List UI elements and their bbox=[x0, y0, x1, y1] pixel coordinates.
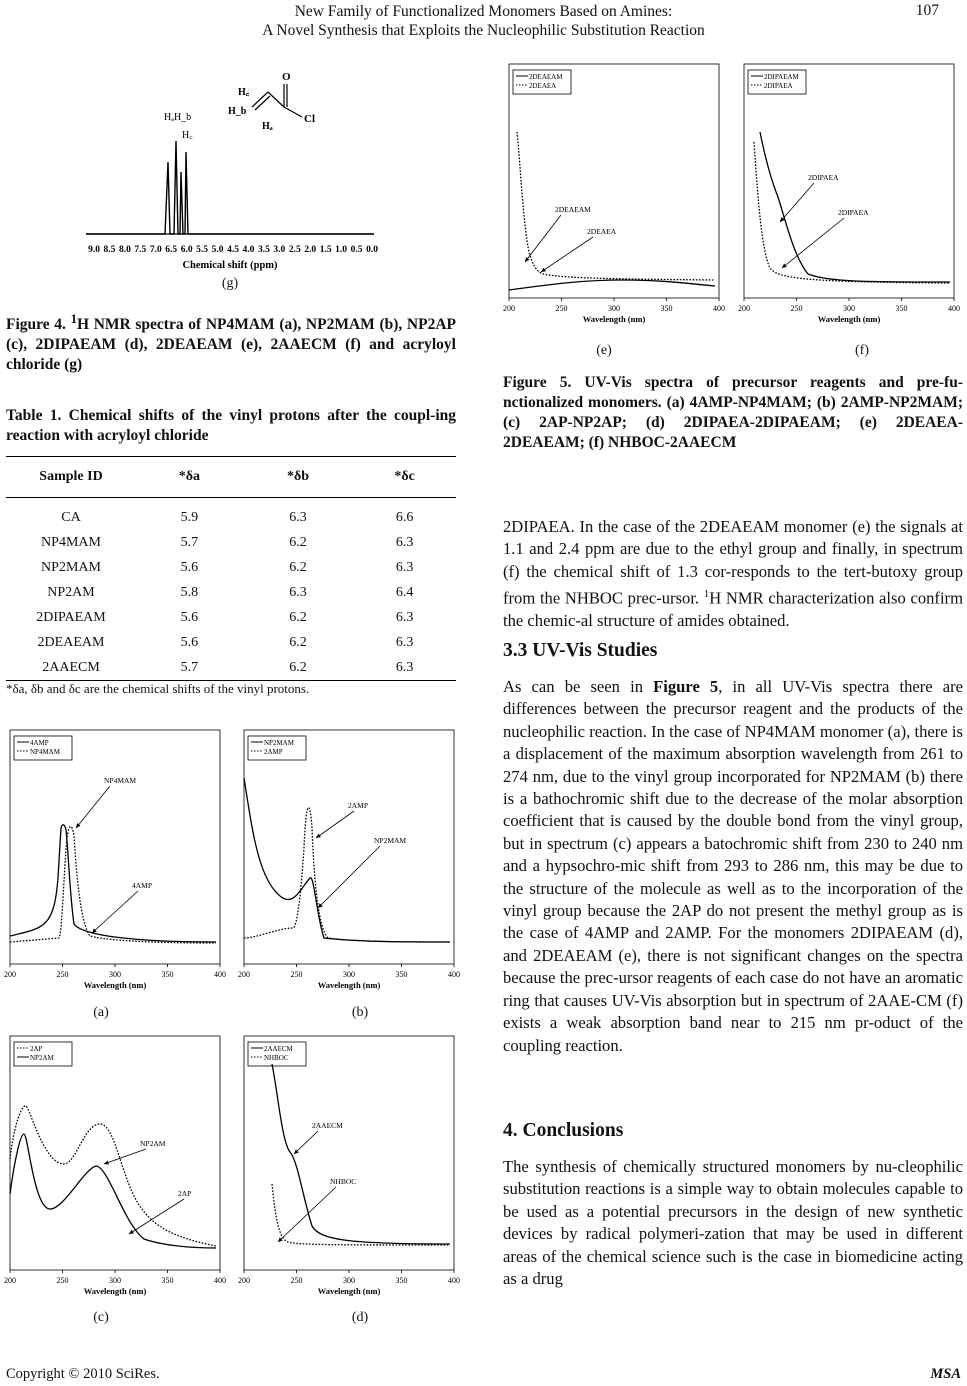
para2-text-b: , in all UV-Vis spectra there are differences between the precursor reagent and the products of the nucleophilic reaction. In the case of NP4MAM monomer (a), there is a displacement of the maximum absorption wavelength from 261 to 274 nm, due to the vinyl group incorporated for NP2MAM (b) there is a bathochromic shift due to the decrease of the molar absorption coefficient that is caused by the double bond from the vinyl group, but in spectrum (c) appears a batochromic shift from 230 to 240 nm and a hypsochro-mic shift from 293 to 286 nm, this may be due to the structure of the molecule as well as to the incorporation of the vinyl group because the 2AP do not present the methyl group as is the case of 4AMP and 2AMP. For the monomers 2DIPAEAM (d), and 2DEAEAM (e), there is not significant changes on the spectra because the prec-ursor reagents of each case do not have an aromatic ring that causes UV-Vis absorption but in spectrum of 2AAE-CM (f) exists a weak absorption band near to 215 nm pr-oduct of the coupling reaction. bbox=[503, 677, 963, 1055]
uv-legend bbox=[513, 70, 571, 94]
table1-footnote: *δa, δb and δc are the chemical shifts of the vinyl protons. bbox=[6, 681, 310, 696]
uv-plot-frame bbox=[244, 730, 454, 964]
table-cell: 6.3 bbox=[289, 584, 307, 600]
uv-legend-label: NP2MAM bbox=[264, 739, 294, 747]
table1-header-da: *δa bbox=[178, 469, 200, 484]
footer-copyright: Copyright © 2010 SciRes. bbox=[6, 1366, 160, 1382]
uv-tick-label: 400 bbox=[448, 1276, 460, 1285]
nmr-tick-label: 2.5 bbox=[288, 245, 301, 255]
nmr-sublabel: (g) bbox=[221, 276, 239, 291]
uv-panel-c bbox=[4, 1034, 228, 1306]
uv-tick-label: 250 bbox=[56, 1276, 69, 1285]
table-cell: 5.6 bbox=[180, 609, 199, 625]
uv-plot-frame bbox=[10, 1036, 220, 1270]
nmr-tick-label: 7.5 bbox=[134, 245, 147, 255]
nmr-tick-label: 6.5 bbox=[165, 245, 178, 255]
uv-xlabel: Wavelength (nm) bbox=[317, 980, 381, 990]
uv-xlabel: Wavelength (nm) bbox=[83, 980, 147, 990]
table-cell: 5.6 bbox=[180, 559, 199, 575]
nmr-tick-label: 1.5 bbox=[319, 245, 332, 255]
uv-sublabel-c: (c) bbox=[93, 1310, 109, 1325]
uv-annotation-arrow bbox=[525, 215, 561, 262]
uv-annotation-arrow bbox=[104, 1149, 146, 1164]
uv-legend-label: NP4MAM bbox=[30, 748, 60, 756]
para1-text-a: 2DIPAEA. In the case of the 2DEAEAM monomer (e) the signals at 1.1 and 2.4 ppm are due to the ethyl group and finally, in spectrum (f) the chemical shift of 1.3 cor-responds to the tert-butoxy group from the NHBOC prec-ursor. bbox=[503, 517, 963, 608]
uv-tick-label: 250 bbox=[290, 970, 303, 979]
uv-xlabel: Wavelength (nm) bbox=[317, 1286, 381, 1296]
uv-annotation-label: 4AMP bbox=[132, 881, 153, 890]
mol-atom-cl: Cl bbox=[304, 113, 315, 125]
nmr-tick-label: 4.0 bbox=[242, 245, 255, 255]
nmr-tick-label: 8.5 bbox=[103, 245, 116, 255]
table-cell: 6.3 bbox=[395, 559, 414, 575]
nmr-peak-label-c: H꜀ bbox=[182, 130, 193, 141]
uv-sublabel-e: (e) bbox=[596, 343, 612, 358]
uv-panel-d bbox=[238, 1034, 462, 1306]
uv-curve-dotted bbox=[244, 808, 450, 942]
uv-curve-solid bbox=[10, 825, 216, 942]
uv-annotation-label: NHBOC bbox=[330, 1177, 357, 1186]
table-row bbox=[6, 530, 456, 555]
uv-tick-label: 400 bbox=[948, 304, 960, 313]
uv-annotation-arrowhead bbox=[129, 1230, 134, 1234]
paragraph-uv-vis bbox=[503, 676, 963, 1057]
uv-legend-label: NP2AM bbox=[30, 1054, 54, 1062]
table-cell: NP4MAM bbox=[41, 534, 101, 550]
table-row bbox=[6, 630, 456, 655]
uv-plot-frame bbox=[509, 64, 719, 298]
uv-annotation-arrow bbox=[278, 1187, 336, 1242]
table-row bbox=[6, 605, 456, 630]
uv-annotation-label: NP4MAM bbox=[104, 776, 137, 785]
uv-tick-label: 300 bbox=[343, 970, 355, 979]
uv-tick-label: 200 bbox=[4, 970, 16, 979]
figure4-caption-sup: 1 bbox=[70, 311, 78, 326]
table-cell: 6.2 bbox=[289, 609, 307, 625]
table-cell: 6.2 bbox=[289, 559, 307, 575]
table-cell: 6.3 bbox=[395, 634, 414, 650]
uv-tick-label: 200 bbox=[4, 1276, 16, 1285]
table1-header-db: *δb bbox=[286, 469, 310, 484]
uv-tick-label: 350 bbox=[395, 1276, 408, 1285]
table1-header-row bbox=[6, 457, 456, 498]
uv-annotation-label: NP2AM bbox=[140, 1139, 166, 1148]
uv-annotation-label: 2AAECM bbox=[312, 1121, 343, 1130]
running-header bbox=[0, 2, 967, 40]
nmr-tick-label: 3.5 bbox=[257, 245, 270, 255]
table1-wrapper bbox=[6, 456, 456, 681]
table1-header-sample: Sample ID bbox=[39, 469, 103, 484]
uv-tick-label: 250 bbox=[555, 304, 568, 313]
table-cell: 6.3 bbox=[395, 609, 414, 625]
table-cell: NP2AM bbox=[47, 584, 95, 600]
uv-legend-label: 2DEAEAM bbox=[529, 73, 563, 81]
nmr-tick-label: 0.0 bbox=[366, 245, 378, 255]
mol-hb: H_b bbox=[228, 106, 247, 117]
nmr-tick-label: 9.0 bbox=[88, 245, 100, 255]
uv-annotation-arrow bbox=[318, 846, 380, 908]
uv-legend-label: 2DEAEA bbox=[529, 82, 557, 90]
para2-figure-ref: Figure 5 bbox=[653, 677, 719, 696]
nmr-tick-label: 2.0 bbox=[304, 245, 317, 255]
table-cell: 6.2 bbox=[289, 659, 307, 675]
table-cell: 6.3 bbox=[395, 534, 414, 550]
uv-tick-label: 400 bbox=[214, 1276, 226, 1285]
header-line-2: A Novel Synthesis that Exploits the Nucleophilic Substitution Reaction bbox=[262, 22, 705, 39]
table-cell: 6.3 bbox=[395, 659, 414, 675]
header-line-1: New Family of Functionalized Monomers Based on Amines: bbox=[294, 3, 673, 20]
uv-plot-frame bbox=[744, 64, 954, 298]
nmr-peaks bbox=[86, 141, 374, 234]
nmr-tick-label: 6.0 bbox=[180, 245, 193, 255]
uv-curve-solid bbox=[272, 1064, 450, 1244]
table-cell: 6.2 bbox=[289, 634, 307, 650]
table-cell: 5.8 bbox=[180, 584, 199, 600]
uv-tick-label: 400 bbox=[713, 304, 725, 313]
uv-curve-solid bbox=[509, 280, 715, 290]
nmr-figure bbox=[80, 62, 380, 272]
uv-annotation-arrow bbox=[541, 237, 593, 272]
uv-legend bbox=[248, 1042, 306, 1066]
uv-tick-label: 300 bbox=[843, 304, 855, 313]
uv-legend bbox=[748, 70, 806, 94]
uv-xlabel: Wavelength (nm) bbox=[83, 1286, 147, 1296]
table-row bbox=[6, 555, 456, 580]
uv-annotation-arrow bbox=[294, 1131, 318, 1154]
nmr-tick-label: 5.5 bbox=[196, 245, 209, 255]
uv-panel-b bbox=[238, 728, 462, 1000]
table-row bbox=[6, 498, 456, 531]
nmr-tick-label: 5.0 bbox=[211, 245, 224, 255]
uv-legend-label: 2AMP bbox=[264, 748, 283, 756]
uv-annotation-label: 2AP bbox=[178, 1189, 192, 1198]
figure4-caption-text: H NMR spectra of NP4MAM (a), NP2MAM (b), NP2AP (c), 2DIPAEAM (d), 2DEAEAM (e), 2AAECM (f) and acryloyl chloride (g) bbox=[6, 316, 456, 374]
mol-hc: H꜀ bbox=[238, 87, 250, 98]
nmr-tick-label: 0.5 bbox=[350, 245, 363, 255]
nmr-tick-label: 3.0 bbox=[273, 245, 286, 255]
table-cell: CA bbox=[61, 509, 81, 525]
mol-atom-o: O bbox=[282, 71, 291, 83]
nmr-tick-label: 8.0 bbox=[118, 245, 131, 255]
uv-annotation-arrow bbox=[129, 1199, 184, 1234]
uv-legend bbox=[14, 1042, 72, 1066]
uv-tick-label: 200 bbox=[238, 970, 250, 979]
footer-journal: MSA bbox=[930, 1366, 961, 1382]
uv-tick-label: 250 bbox=[290, 1276, 303, 1285]
uv-legend-label: 2DIPAEAM bbox=[764, 73, 799, 81]
table-cell: 6.3 bbox=[289, 509, 307, 525]
uv-tick-label: 350 bbox=[161, 970, 174, 979]
uv-legend bbox=[14, 736, 72, 760]
uv-curve-solid bbox=[760, 132, 950, 282]
table-row bbox=[6, 580, 456, 605]
uv-panel-a bbox=[4, 728, 228, 1000]
table1-header-dc: *δc bbox=[394, 469, 415, 484]
uv-sublabel-f: (f) bbox=[855, 343, 869, 358]
uv-panel-e bbox=[503, 62, 727, 334]
uv-tick-label: 400 bbox=[448, 970, 460, 979]
mol-ha: Hₐ bbox=[262, 121, 273, 132]
uv-annotation-arrow bbox=[780, 183, 814, 222]
uv-tick-label: 250 bbox=[790, 304, 803, 313]
uv-xlabel: Wavelength (nm) bbox=[582, 314, 646, 324]
paragraph-nmr-discussion bbox=[503, 516, 963, 633]
table-cell: 5.7 bbox=[180, 534, 199, 550]
uv-curve-dotted bbox=[517, 132, 715, 280]
uv-annotation-label: 2DIPAEA bbox=[808, 173, 839, 182]
uv-plot-frame bbox=[244, 1036, 454, 1270]
figure4-caption-label: Figure 4. bbox=[6, 316, 71, 334]
uv-plot-frame bbox=[10, 730, 220, 964]
acryloyl-chloride-structure bbox=[228, 71, 315, 132]
table-cell: NP2MAM bbox=[41, 559, 101, 575]
figure4-caption bbox=[6, 309, 456, 375]
uv-tick-label: 300 bbox=[109, 970, 121, 979]
table-cell: 5.6 bbox=[180, 634, 199, 650]
nmr-xlabel: Chemical shift (ppm) bbox=[182, 260, 278, 271]
uv-annotation-label: 2AMP bbox=[348, 801, 369, 810]
paragraph-conclusions: The synthesis of chemically structured monomers by nu-cleophilic substitution reactions is a simple way to obtain molecules capable to be used as a potential precursors in the design of new synthetic devices by radical polymeri-zation that may be used in different areas of the chemical science such is the case in biomedicine acting as a drug bbox=[503, 1157, 963, 1289]
uv-legend-label: NHBOC bbox=[264, 1054, 289, 1062]
uv-annotation-arrowhead bbox=[541, 268, 546, 272]
uv-legend-label: 2DIPAEA bbox=[764, 82, 793, 90]
table-cell: 6.2 bbox=[289, 534, 307, 550]
nmr-tick-label: 7.0 bbox=[149, 245, 162, 255]
uv-curve-dotted bbox=[272, 1184, 450, 1245]
para1-sup: 1 bbox=[703, 588, 710, 601]
uv-tick-label: 400 bbox=[214, 970, 226, 979]
uv-annotation-label: 2DIPAEA bbox=[838, 208, 869, 217]
uv-annotation-arrow bbox=[76, 786, 110, 828]
uv-tick-label: 350 bbox=[161, 1276, 174, 1285]
table-row bbox=[6, 655, 456, 681]
uv-tick-label: 300 bbox=[608, 304, 620, 313]
table-cell: 5.7 bbox=[180, 659, 199, 675]
table-cell: 5.9 bbox=[180, 509, 199, 525]
table1 bbox=[6, 456, 456, 681]
uv-annotation-label: NP2MAM bbox=[374, 836, 407, 845]
section-heading-conclusions: 4. Conclusions bbox=[503, 1120, 624, 1141]
table-cell: 6.4 bbox=[395, 584, 414, 600]
nmr-peak-label-ab: HₐH_b bbox=[164, 112, 192, 123]
uv-annotation-arrowhead bbox=[316, 834, 321, 838]
uv-annotation-arrow bbox=[316, 811, 354, 838]
uv-tick-label: 200 bbox=[738, 304, 750, 313]
para1-text-b: H NMR characterization also confirm the chemic-al structure of amides obtained. bbox=[503, 588, 963, 631]
uv-sublabel-a: (a) bbox=[93, 1005, 109, 1020]
table1-caption: Table 1. Chemical shifts of the vinyl protons after the coupl-ing reaction with acryloyl chloride bbox=[6, 407, 456, 444]
uv-tick-label: 300 bbox=[343, 1276, 355, 1285]
uv-annotation-arrow bbox=[782, 218, 844, 268]
uv-annotation-label: 2DEAEA bbox=[587, 227, 617, 236]
uv-legend-label: 2AP bbox=[30, 1045, 43, 1053]
uv-legend-label: 4AMP bbox=[30, 739, 49, 747]
uv-annotation-arrow bbox=[92, 891, 138, 933]
uv-sublabel-b: (b) bbox=[351, 1005, 369, 1020]
uv-curve-solid bbox=[244, 778, 450, 942]
uv-annotation-label: 2DEAEAM bbox=[555, 205, 591, 214]
uv-tick-label: 350 bbox=[660, 304, 673, 313]
nmr-tick-labels bbox=[88, 245, 378, 255]
uv-sublabel-d: (d) bbox=[351, 1310, 369, 1325]
uv-annotation-arrowhead bbox=[104, 1160, 109, 1164]
uv-annotation-arrowhead bbox=[525, 257, 529, 262]
uv-tick-label: 350 bbox=[395, 970, 408, 979]
uv-xlabel: Wavelength (nm) bbox=[817, 314, 881, 324]
para2-text-a: As can be seen in bbox=[503, 677, 654, 696]
page-number: 107 bbox=[915, 2, 939, 19]
uv-panel-f bbox=[738, 62, 962, 334]
uv-legend-label: 2AAECM bbox=[264, 1045, 293, 1053]
nmr-spectrum-g bbox=[80, 62, 380, 272]
table-cell: 6.6 bbox=[395, 509, 414, 525]
uv-tick-label: 250 bbox=[56, 970, 69, 979]
uv-tick-label: 300 bbox=[109, 1276, 121, 1285]
nmr-tick-label: 1.0 bbox=[335, 245, 348, 255]
uv-curve-dotted bbox=[10, 1106, 216, 1246]
table-cell: 2DIPAEAM bbox=[36, 609, 106, 625]
table-cell: 2AAECM bbox=[42, 659, 100, 675]
uv-tick-label: 350 bbox=[895, 304, 908, 313]
figure5-caption: Figure 5. UV-Vis spectra of precursor reagents and pre-fu-nctionalized monomers. (a) 4AMP-NP4MAM; (b) 2AMP-NP2MAM; (c) 2AP-NP2AP; (d) 2DIPAEA-2DIPAEAM; (e) 2DEAEA-2DEAEAM; (f) NHBOC-2AAECM bbox=[503, 374, 963, 451]
nmr-tick-label: 4.5 bbox=[227, 245, 239, 255]
uv-tick-label: 200 bbox=[503, 304, 515, 313]
section-heading-uv-vis: 3.3 UV-Vis Studies bbox=[503, 640, 658, 661]
uv-legend bbox=[248, 736, 306, 760]
table-cell: 2DEAEAM bbox=[37, 634, 105, 650]
uv-tick-label: 200 bbox=[238, 1276, 250, 1285]
